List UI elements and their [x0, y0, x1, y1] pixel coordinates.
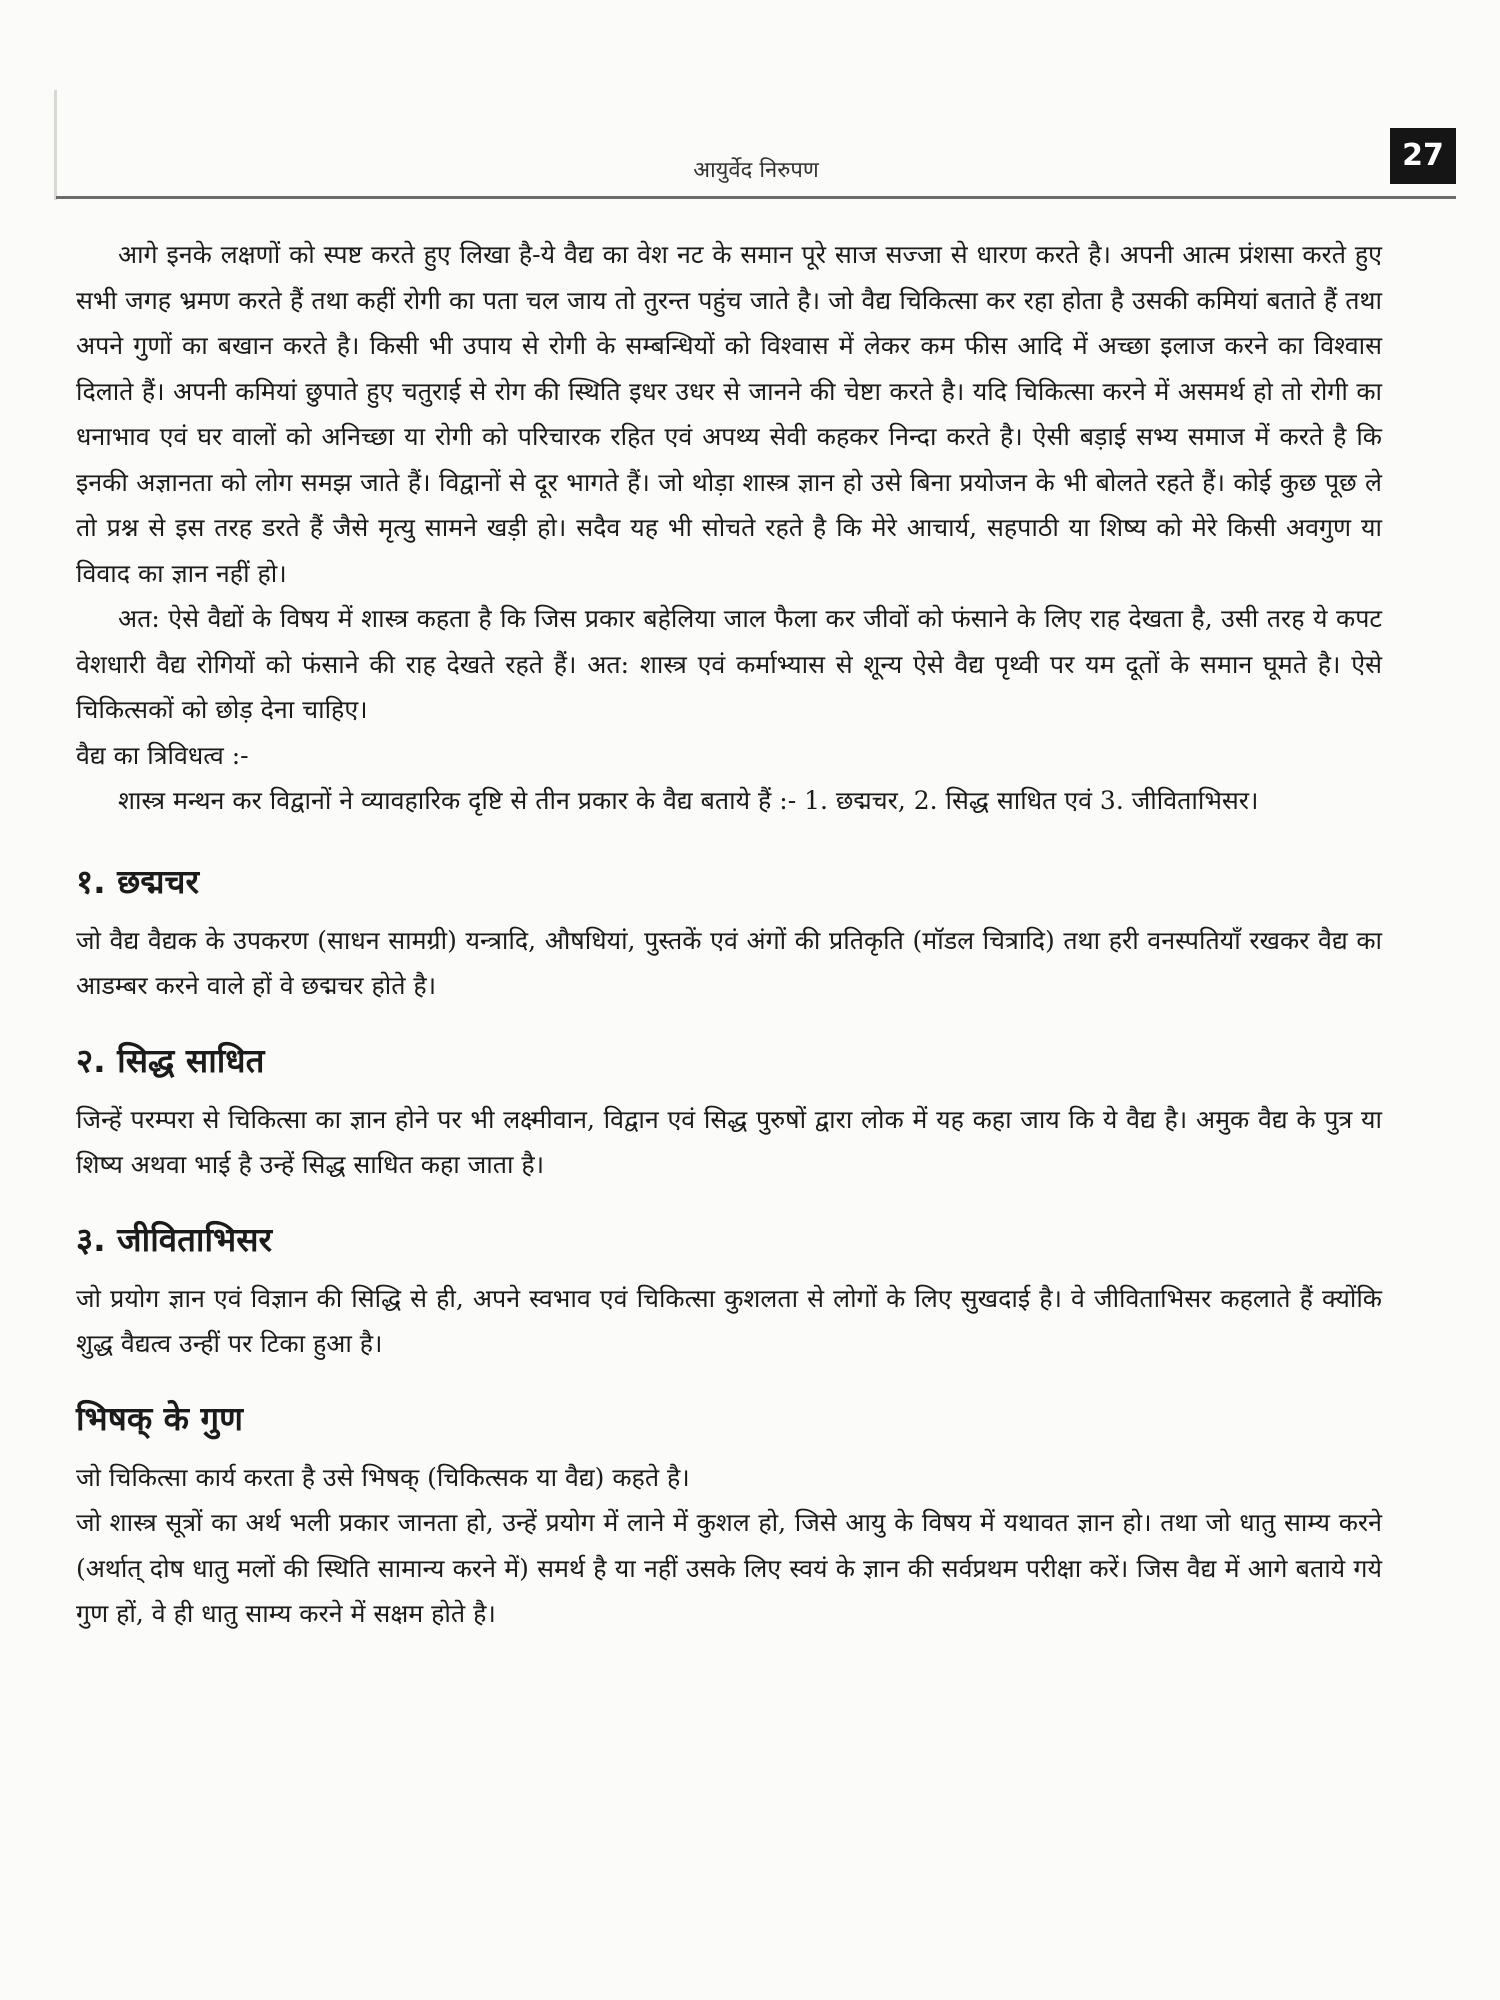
running-title: आयुर्वेद निरुपण	[693, 158, 819, 183]
subheading-trividhatva: वैद्य का त्रिविधत्व :-	[76, 740, 249, 770]
paragraph-three-types: शास्त्र मन्थन कर विद्वानों ने व्यावहारिक दृष्टि से तीन प्रकार के वैद्य बताये हैं :- 1. छद्मचर, 2. सिद्ध साधित एवं 3. जीविताभिसर।	[118, 786, 1259, 815]
page-number: 27	[1390, 128, 1456, 184]
section-heading-jeevitabhisar: ३. जीविताभिसर	[76, 1219, 273, 1259]
section-text-siddha-sadhit: जिन्हें परम्परा से चिकित्सा का ज्ञान होने पर भी लक्ष्मीवान, विद्वान एवं सिद्ध पुरुषों द्वारा लोक में यह कहा जाय कि ये वैद्य है। अमुक वैद्य के पुत्र या शिष्य अथवा भाई है उन्हें सिद्ध साधित कहा जाता है।	[76, 1104, 1382, 1179]
section-text-chhadmachar: जो वैद्य वैद्यक के उपकरण (साधन सामग्री) यन्त्रादि, औषधियां, पुस्तकें एवं अंगों की प्रतिकृति (मॉडल चित्रादि) तथा हरी वनस्पतियाँ रखकर वैद्य का आडम्बर करने वाले हों वे छद्मचर होते है।	[76, 925, 1382, 1000]
section-heading-bhishak-gun: भिषक् के गुण	[76, 1398, 243, 1438]
section-text-jeevitabhisar: जो प्रयोग ज्ञान एवं विज्ञान की सिद्धि से ही, अपने स्वभाव एवं चिकित्सा कुशलता से लोगों के लिए सुखदाई है। वे जीविताभिसर कहलाते हैं क्योंकि शुद्ध वैद्यत्व उन्हीं पर टिका हुआ है।	[76, 1283, 1382, 1358]
paragraph-warning: अत: ऐसे वैद्यों के विषय में शास्त्र कहता है कि जिस प्रकार बहेलिया जाल फैला कर जीवों को फंसाने के लिए राह देखता है, उसी तरह ये कपट वेशधारी वैद्य रोगियों को फंसाने की राह देखते रहते हैं। अत: शास्त्र एवं कर्माभ्यास से शून्य ऐसे वैद्य पृथ्वी पर यम दूतों के समान घूमते है। ऐसे चिकित्सकों को छोड़ देना चाहिए।	[76, 604, 1382, 724]
section-heading-siddha-sadhit: २. सिद्ध साधित	[76, 1040, 265, 1080]
header-rule	[56, 196, 1456, 199]
section-text-bhishak-definition: जो चिकित्सा कार्य करता है उसे भिषक् (चिकित्सक या वैद्य) कहते है।	[76, 1462, 690, 1492]
page-header	[56, 128, 1456, 198]
paragraph-intro: आगे इनके लक्षणों को स्पष्ट करते हुए लिखा है-ये वैद्य का वेश नट के समान पूरे साज सज्जा से धारण करते है। अपनी आत्म प्रंशसा करते हुए सभी जगह भ्रमण करते हैं तथा कहीं रोगी का पता चल जाय तो तुरन्त पहुंच जाते है। जो वैद्य चिकित्सा कर रहा होता है उसकी कमियां बताते हैं तथा अपने गुणों का बखान करते है। किसी भी उपाय से रोगी के सम्बन्धियों को विश्वास में लेकर कम फीस आदि में अच्छा इलाज करने का विश्वास दिलाते हैं। अपनी कमियां छुपाते हुए चतुराई से रोग की स्थिति इधर उधर से जानने की चेष्टा करते है। यदि चिकित्सा करने में असमर्थ हो तो रोगी का धनाभाव एवं घर वालों को अनिच्छा या रोगी को परिचारक रहित एवं अपथ्य सेवी कहकर निन्दा करते है। ऐसी बड़ाई सभ्य समाज में करते है कि इनकी अज्ञानता को लोग समझ जाते हैं। विद्वानों से दूर भागते हैं। जो थोड़ा शास्त्र ज्ञान हो उसे बिना प्रयोजन के भी बोलते रहते हैं। कोई कुछ पूछ ले तो प्रश्न से इस तरह डरते हैं जैसे मृत्यु सामने खड़ी हो। सदैव यह भी सोचते रहते है कि मेरे आचार्य, सहपाठी या शिष्य को मेरे किसी अवगुण या विवाद का ज्ञान नहीं हो।	[76, 240, 1382, 588]
section-heading-chhadmachar: १. छद्मचर	[76, 861, 199, 901]
page-body	[76, 232, 1382, 1637]
section-text-bhishak-qualities: जो शास्त्र सूत्रों का अर्थ भली प्रकार जानता हो, उन्हें प्रयोग में लाने में कुशल हो, जिसे आयु के विषय में यथावत ज्ञान हो। तथा जो धातु साम्य करने (अर्थात् दोष धातु मलों की स्थिति सामान्य करने में) समर्थ है या नहीं उसके लिए स्वयं के ज्ञान की सर्वप्रथम परीक्षा करें। जिस वैद्य में आगे बताये गये गुण हों, वे ही धातु साम्य करने में सक्षम होते है।	[76, 1508, 1382, 1628]
